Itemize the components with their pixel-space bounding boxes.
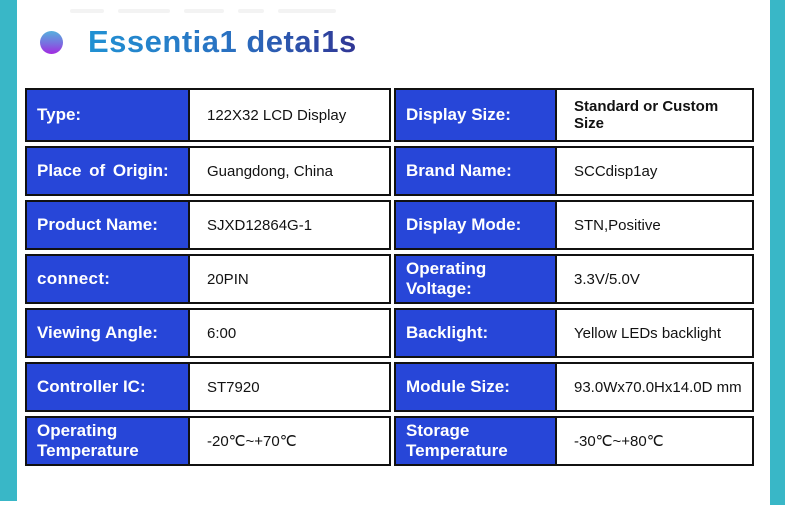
spec-row xyxy=(25,416,754,466)
spec-value-cell: -20℃~+70℃ xyxy=(207,433,297,450)
spec-pair xyxy=(394,416,754,466)
spec-pair xyxy=(25,88,391,142)
spec-label-cell: Brand Name: xyxy=(396,148,557,194)
spec-pair xyxy=(394,308,754,358)
spec-value-cell: 6:00 xyxy=(207,324,237,342)
spec-label-cell: Operating Temperature xyxy=(27,418,190,464)
spec-pair xyxy=(394,362,754,412)
spec-pair xyxy=(394,200,754,250)
spec-pair xyxy=(394,254,754,304)
spec-value-cell: Standard or Custom Size xyxy=(574,98,719,132)
spec-value-cell: 93.0Wx70.0Hx14.0D mm xyxy=(574,378,742,396)
spec-label-cell: Controller IC: xyxy=(27,364,190,410)
left-accent-bar xyxy=(0,0,17,501)
spec-value-cell: ST7920 xyxy=(207,378,260,396)
spec-value-cell: STN,Positive xyxy=(574,216,661,234)
spec-row xyxy=(25,308,754,358)
spec-pair xyxy=(25,200,391,250)
spec-row xyxy=(25,362,754,412)
spec-label-cell: Operating Voltage: xyxy=(396,256,557,302)
spec-label-cell: Product Name: xyxy=(27,202,190,248)
spec-pair xyxy=(25,362,391,412)
spec-label-cell: Backlight: xyxy=(396,310,557,356)
spec-label-cell: Type: xyxy=(27,90,190,140)
spec-pair xyxy=(25,254,391,304)
spec-value-cell: 20PIN xyxy=(207,270,249,288)
spec-value-cell: Yellow LEDs backlight xyxy=(574,324,722,342)
spec-pair xyxy=(25,416,391,466)
gradient-dot-icon xyxy=(40,31,63,54)
spec-row xyxy=(25,88,754,142)
spec-row xyxy=(25,254,754,304)
spec-pair xyxy=(394,146,754,196)
spec-label-cell: Display Size: xyxy=(396,90,557,140)
header xyxy=(40,24,357,60)
spec-value-cell: Guangdong, China xyxy=(207,162,333,180)
spec-value-cell: 3.3V/5.0V xyxy=(574,270,640,288)
right-accent-bar xyxy=(770,0,785,505)
spec-label-cell: Storage Temperature xyxy=(396,418,557,464)
page-title: Essentia1 detai1s xyxy=(88,24,357,59)
spec-table xyxy=(25,88,754,470)
spec-label-cell: Module Size: xyxy=(396,364,557,410)
spec-label-cell: Display Mode: xyxy=(396,202,557,248)
cropped-text-remnant xyxy=(70,3,336,15)
spec-label-cell: connect: xyxy=(27,256,190,302)
spec-row xyxy=(25,146,754,196)
spec-pair xyxy=(394,88,754,142)
spec-value-cell: 122X32 LCD Display xyxy=(207,106,347,124)
spec-value-cell: SCCdisp1ay xyxy=(574,162,658,180)
spec-value-cell: SJXD12864G-1 xyxy=(207,216,313,234)
spec-row xyxy=(25,200,754,250)
spec-label-cell: Viewing Angle: xyxy=(27,310,190,356)
spec-value-cell: -30℃~+80℃ xyxy=(574,433,664,450)
spec-label-cell: Place of Origin: xyxy=(27,148,190,194)
spec-pair xyxy=(25,146,391,196)
spec-pair xyxy=(25,308,391,358)
